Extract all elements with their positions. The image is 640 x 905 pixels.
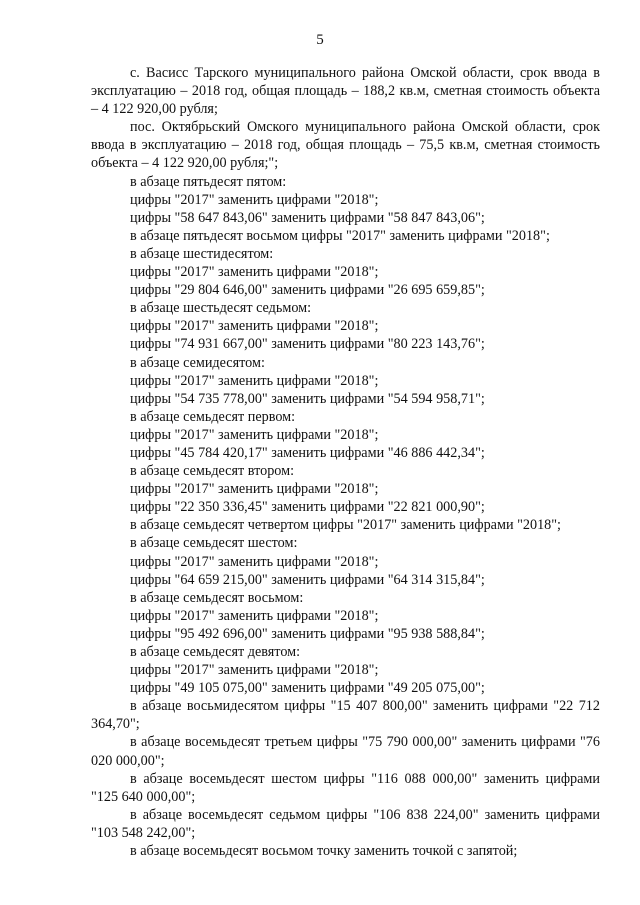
paragraph-item: цифры "95 492 696,00" заменить цифрами "95 938 588,84";	[130, 625, 485, 642]
paragraph-item: в абзаце семьдесят шестом:	[130, 535, 298, 552]
paragraph-item-wrapped: в абзаце восьмидесятом цифры "15 407 800,00" заменить цифрами "22 712 364,70";	[91, 698, 600, 733]
paragraph-item: в абзаце семьдесят девятом:	[130, 644, 301, 660]
paragraph-item: в абзаце семьдесят втором:	[130, 463, 295, 480]
paragraph-item: цифры "54 735 778,00" заменить цифрами "54 594 958,71";	[130, 390, 485, 407]
paragraph-item: цифры "58 647 843,06" заменить цифрами "58 847 843,06";	[130, 209, 485, 226]
paragraph-item: в абзаце шестидесятом:	[130, 245, 274, 262]
paragraph-item: цифры "64 659 215,00" заменить цифрами "64 314 315,84";	[130, 571, 485, 588]
paragraph-vasiss: с. Васисс Тарского муниципального района Омской области, срок ввода в эксплуатацию – 2018 год, общая площадь – 188,2 кв.м, сметная стоимость объекта – 4 122 920,00 рубля;	[91, 65, 600, 118]
paragraph-item: цифры "2017" заменить цифрами "2018";	[130, 662, 379, 679]
paragraph-item: в абзаце семьдесят восьмом:	[130, 589, 304, 606]
paragraph-item: цифры "2017" заменить цифрами "2018";	[130, 264, 379, 281]
paragraph-item: цифры "45 784 420,17" заменить цифрами "46 886 442,34";	[130, 444, 485, 461]
paragraph-item: в абзаце семьдесят четвертом цифры "2017" заменить цифрами "2018";	[130, 517, 561, 534]
paragraph-item: цифры "2017" заменить цифрами "2018";	[130, 481, 379, 498]
paragraph-item: цифры "22 350 336,45" заменить цифрами "22 821 000,90";	[130, 499, 485, 516]
paragraph-item: цифры "2017" заменить цифрами "2018";	[130, 607, 379, 624]
paragraph-item: цифры "2017" заменить цифрами "2018";	[130, 553, 379, 570]
paragraph-item: цифры "2017" заменить цифрами "2018";	[130, 426, 379, 443]
paragraph-item: в абзаце шестьдесят седьмом:	[130, 300, 312, 317]
paragraph-item: цифры "2017" заменить цифрами "2018";	[130, 372, 379, 389]
paragraph-item-wrapped: в абзаце восемьдесят третьем цифры "75 790 000,00" заменить цифрами "76 020 000,00";	[91, 734, 600, 769]
document-body	[91, 64, 600, 860]
paragraph-item: в абзаце пятьдесят пятом:	[130, 173, 287, 190]
paragraph-item-wrapped: в абзаце восемьдесят шестом цифры "116 088 000,00" заменить цифрами "125 640 000,00";	[91, 770, 600, 805]
paragraph-item-wrapped: в абзаце восемьдесят седьмом цифры "106 838 224,00" заменить цифрами "103 548 242,00";	[91, 806, 600, 841]
paragraph-item: цифры "74 931 667,00" заменить цифрами "80 223 143,76";	[130, 336, 485, 353]
paragraph-item: цифры "29 804 646,00" заменить цифрами "26 695 659,85";	[130, 282, 485, 299]
paragraph-item: в абзаце семьдесят первом:	[130, 408, 296, 425]
page-number: 5	[316, 32, 324, 48]
paragraph-oktyabrsky: пос. Октябрьский Омского муниципального района Омской области, срок ввода в эксплуатацию – 2018 год, общая площадь – 75,5 кв.м, сметная стоимость объекта – 4 122 920,00 рубля;";	[91, 119, 600, 172]
paragraph-item: в абзаце семидесятом:	[130, 354, 265, 371]
paragraph-item: в абзаце пятьдесят восьмом цифры "2017" заменить цифрами "2018";	[130, 227, 550, 244]
paragraph-item: цифры "2017" заменить цифрами "2018";	[130, 318, 379, 335]
paragraph-item: в абзаце восемьдесят восьмом точку заменить точкой с запятой;	[130, 843, 518, 860]
paragraph-item: цифры "2017" заменить цифрами "2018";	[130, 191, 379, 208]
paragraph-item: цифры "49 105 075,00" заменить цифрами "49 205 075,00";	[130, 680, 485, 697]
